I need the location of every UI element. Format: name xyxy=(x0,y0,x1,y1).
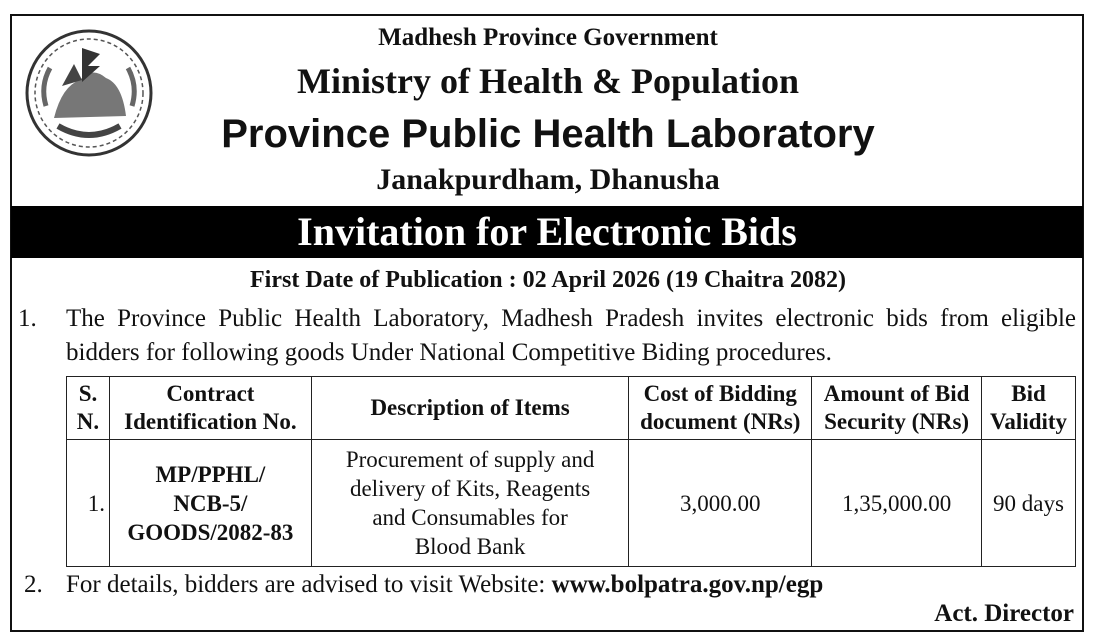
header-cost: Cost of Bidding document (NRs) xyxy=(629,377,812,440)
government-name: Madhesh Province Government xyxy=(378,24,718,51)
ministry-name: Ministry of Health & Population xyxy=(297,61,799,101)
signature-title: Act. Director xyxy=(934,600,1074,627)
paragraph-1-text: The Province Public Health Laboratory, Madhesh Pradesh invites electronic bids from eligible bidders for following goods Under National Competitive Biding procedures. xyxy=(66,305,1076,366)
office-name: Province Public Health Laboratory xyxy=(221,112,875,156)
paragraph-2-body: For details, bidders are advised to visit Website: xyxy=(66,571,552,598)
header-description: Description of Items xyxy=(311,377,629,440)
cell-sn: 1. xyxy=(67,440,110,567)
paragraph-2-number: 2. xyxy=(24,571,43,598)
cell-cost: 3,000.00 xyxy=(629,440,812,567)
header-sn: S. N. xyxy=(67,377,110,440)
cell-security: 1,35,000.00 xyxy=(812,440,982,567)
header-validity: Bid Validity xyxy=(982,377,1076,440)
notice-title-banner: Invitation for Electronic Bids xyxy=(11,206,1083,258)
table-header-row xyxy=(67,377,1076,440)
bids-table xyxy=(66,376,1076,567)
paragraph-2-text xyxy=(66,568,823,602)
cell-contract-id: MP/PPHL/ NCB-5/ GOODS/2082-83 xyxy=(109,440,311,567)
cell-validity: 90 days xyxy=(982,440,1076,567)
cell-description: Procurement of supply and delivery of Kits, Reagents and Consumables for Blood Bank xyxy=(311,440,629,567)
header-contract-id: Contract Identification No. xyxy=(109,377,311,440)
website-link[interactable]: www.bolpatra.gov.np/egp xyxy=(551,571,824,598)
table-row xyxy=(67,440,1076,567)
header-security: Amount of Bid Security (NRs) xyxy=(812,377,982,440)
paragraph-1-number: 1. xyxy=(18,305,37,332)
office-location: Janakpurdham, Dhanusha xyxy=(376,163,720,196)
publication-date: First Date of Publication : 02 April 2026 (19 Chaitra 2082) xyxy=(250,267,846,293)
